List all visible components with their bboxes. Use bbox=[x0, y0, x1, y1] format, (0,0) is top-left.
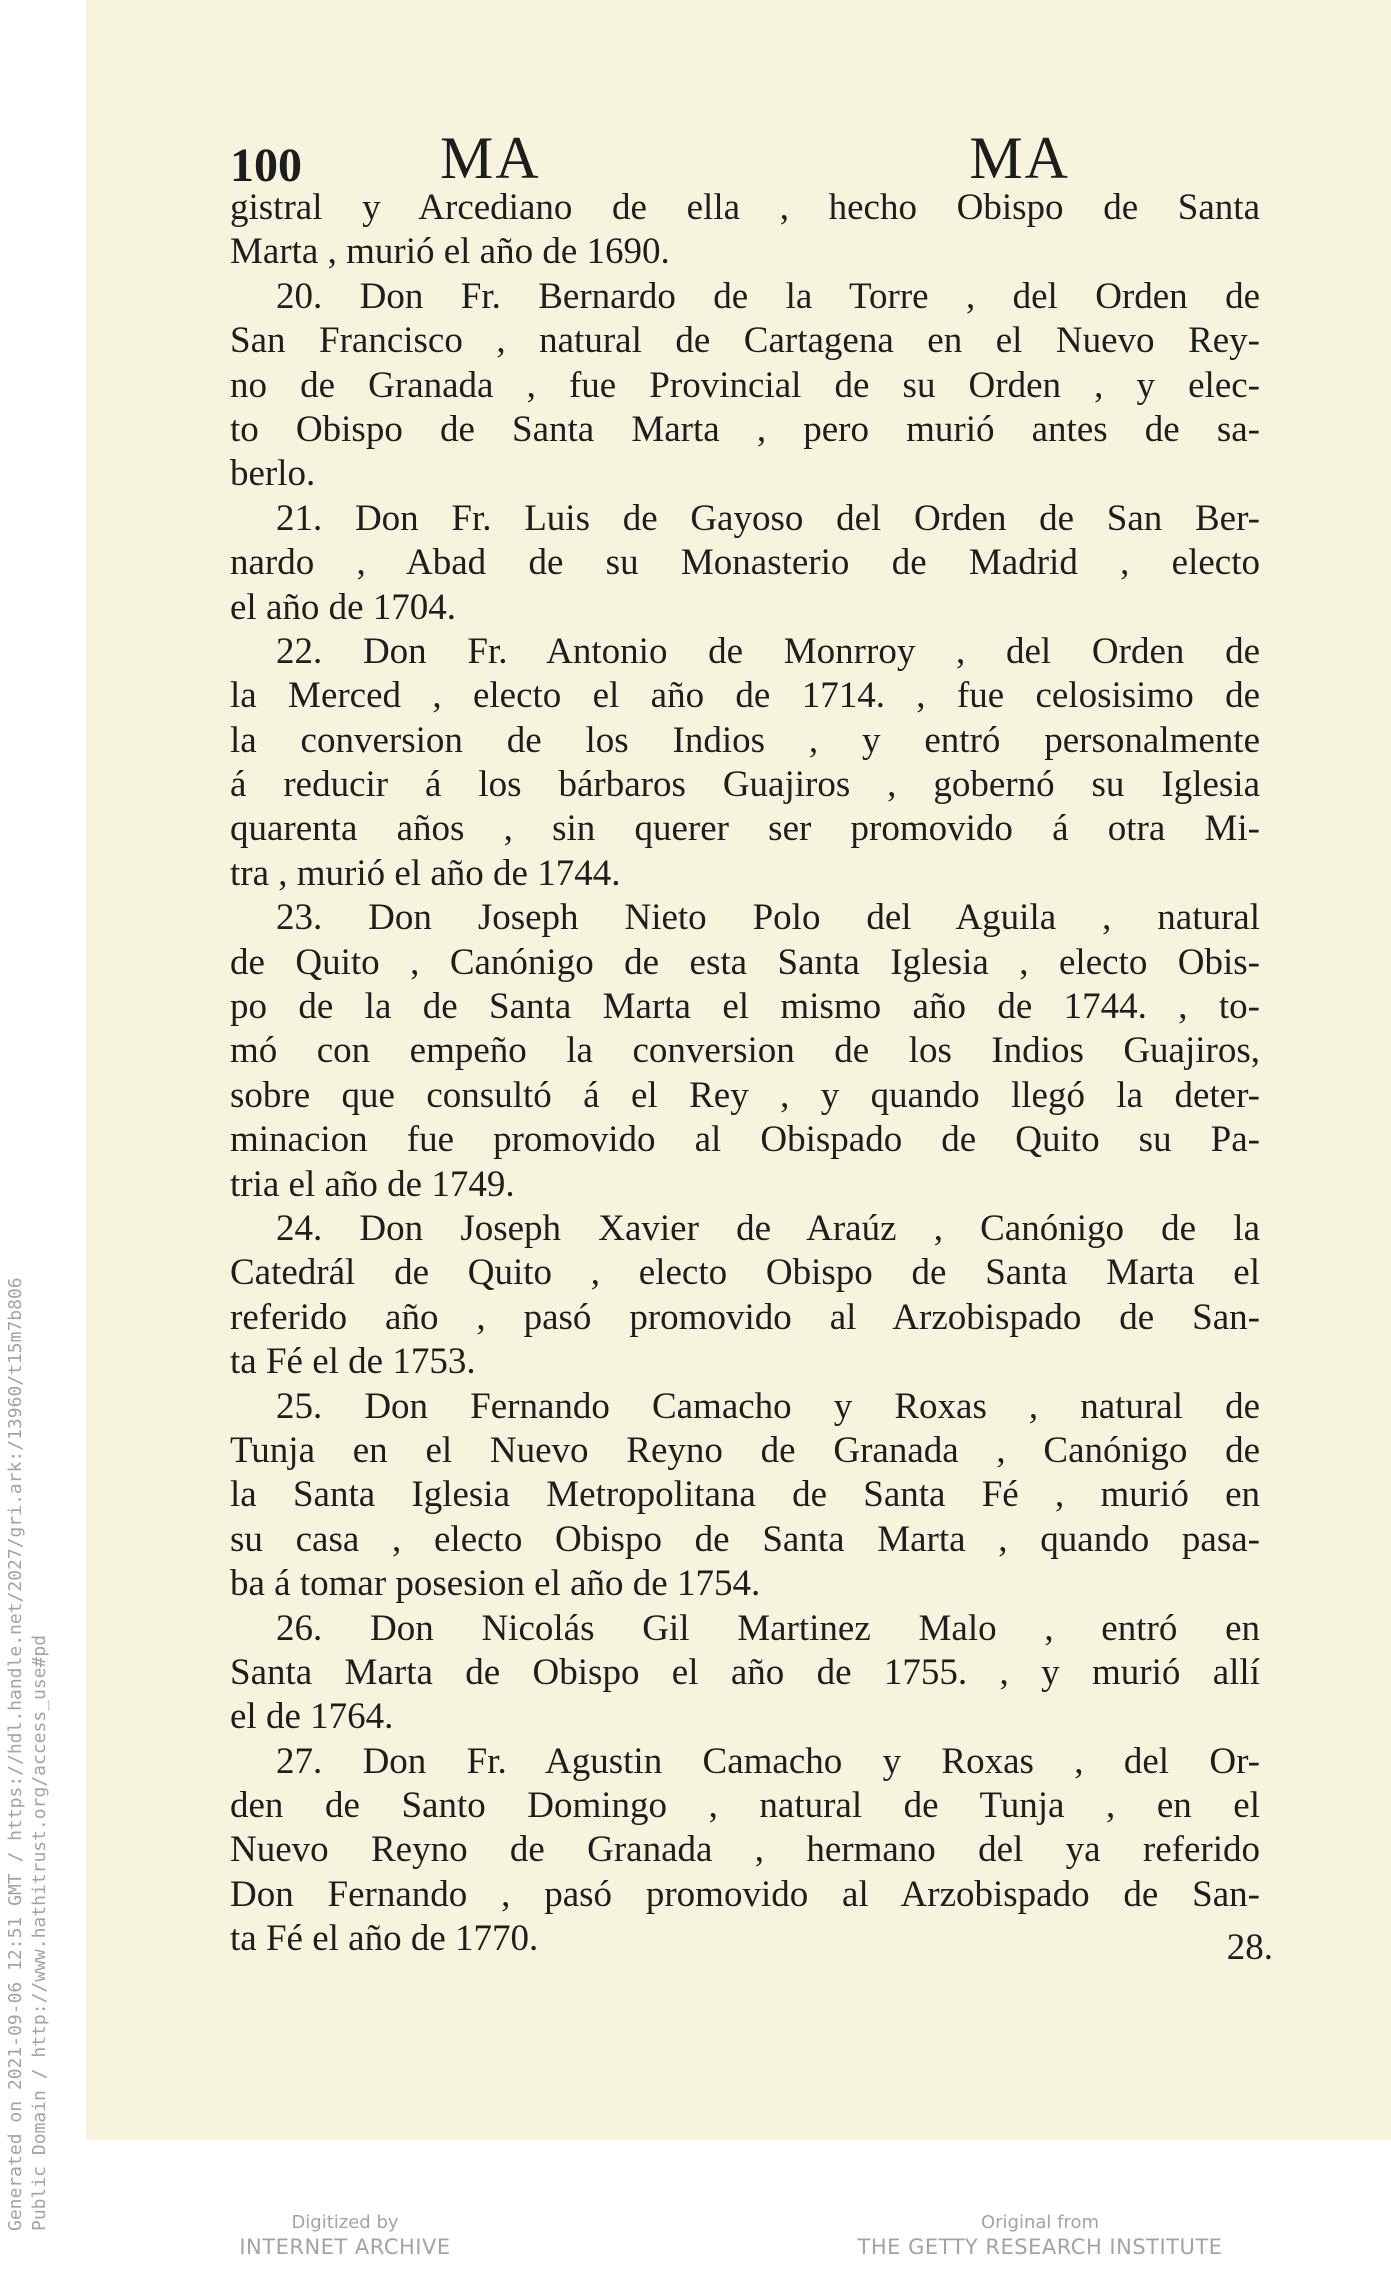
text-line: to Obispo de Santa Marta , pero murió antes de sa- bbox=[230, 408, 1260, 450]
text-line: Marta , murió el año de 1690. bbox=[230, 231, 670, 273]
text-line: 27. Don Fr. Agustin Camacho y Roxas , del Or- bbox=[276, 1740, 1260, 1782]
text-line: la Santa Iglesia Metropolitana de Santa Fé , murió en bbox=[230, 1474, 1260, 1516]
text-line: Nuevo Reyno de Granada , hermano del ya referido bbox=[230, 1829, 1260, 1871]
digitized-by-label: Digitized by bbox=[291, 2212, 399, 2233]
text-line: den de Santo Domingo , natural de Tunja , en el bbox=[230, 1785, 1260, 1827]
digitized-by-credit bbox=[235, 2212, 455, 2260]
text-line: Catedrál de Quito , electo Obispo de Santa Marta el bbox=[230, 1252, 1260, 1294]
text-line: po de la de Santa Marta el mismo año de 1744. , to- bbox=[230, 986, 1260, 1028]
text-line: Don Fernando , pasó promovido al Arzobispado de San- bbox=[230, 1873, 1260, 1915]
text-line: mó con empeño la conversion de los Indios Guajiros, bbox=[230, 1030, 1260, 1072]
text-line: ta Fé el de 1753. bbox=[230, 1341, 476, 1383]
text-line: 22. Don Fr. Antonio de Monrroy , del Orden de bbox=[276, 630, 1260, 672]
original-from-credit bbox=[855, 2212, 1225, 2260]
body-text bbox=[230, 186, 1260, 1962]
text-line: tria el año de 1749. bbox=[230, 1163, 515, 1205]
text-line: 26. Don Nicolás Gil Martinez Malo , entró en bbox=[276, 1607, 1260, 1649]
text-line: á reducir á los bárbaros Guajiros , gobernó su Iglesia bbox=[230, 764, 1260, 806]
text-line: 21. Don Fr. Luis de Gayoso del Orden de San Ber- bbox=[276, 497, 1260, 539]
text-line: el de 1764. bbox=[230, 1696, 394, 1738]
getty-institute-label: THE GETTY RESEARCH INSTITUTE bbox=[857, 2235, 1223, 2259]
text-line: quarenta años , sin querer ser promovido á otra Mi- bbox=[230, 808, 1260, 850]
text-line: tra , murió el año de 1744. bbox=[230, 852, 621, 894]
text-line: minacion fue promovido al Obispado de Quito su Pa- bbox=[230, 1119, 1260, 1161]
text-line: el año de 1704. bbox=[230, 586, 457, 628]
text-line: 24. Don Joseph Xavier de Araúz , Canónigo de la bbox=[276, 1207, 1260, 1249]
text-line: ba á tomar posesion el año de 1754. bbox=[230, 1563, 761, 1605]
text-line: ta Fé el año de 1770. bbox=[230, 1918, 539, 1960]
text-line: 20. Don Fr. Bernardo de la Torre , del Orden de bbox=[276, 275, 1260, 317]
running-head-left-key: MA bbox=[440, 125, 541, 191]
text-line: 23. Don Joseph Nieto Polo del Aguila , natural bbox=[276, 897, 1260, 939]
page-number: 100 bbox=[230, 139, 302, 192]
text-line: de Quito , Canónigo de esta Santa Iglesia , electo Obis- bbox=[230, 941, 1260, 983]
text-line: sobre que consultó á el Rey , y quando llegó la deter- bbox=[230, 1074, 1260, 1116]
text-line: San Francisco , natural de Cartagena en el Nuevo Rey- bbox=[230, 320, 1260, 362]
hathitrust-margin-stamp bbox=[4, 1111, 64, 2231]
text-line: gistral y Arcediano de ella , hecho Obispo de Santa bbox=[230, 187, 1260, 228]
text-line: Tunja en el Nuevo Reyno de Granada , Canónigo de bbox=[230, 1429, 1260, 1471]
text-line: no de Granada , fue Provincial de su Orden , y elec- bbox=[230, 364, 1260, 406]
catchword: 28. bbox=[1226, 1927, 1273, 1968]
text-line: referido año , pasó promovido al Arzobispado de San- bbox=[230, 1296, 1260, 1338]
text-line: 25. Don Fernando Camacho y Roxas , natural de bbox=[276, 1385, 1260, 1427]
internet-archive-label: INTERNET ARCHIVE bbox=[239, 2235, 451, 2259]
margin-stamp-text bbox=[4, 1277, 52, 2231]
text-line: nardo , Abad de su Monasterio de Madrid , electo bbox=[230, 542, 1260, 584]
text-line: Santa Marta de Obispo el año de 1755. , y murió allí bbox=[230, 1651, 1260, 1693]
original-from-label: Original from bbox=[980, 2212, 1100, 2233]
text-line: su casa , electo Obispo de Santa Marta , quando pasa- bbox=[230, 1518, 1260, 1560]
running-head-right-key: MA bbox=[969, 125, 1070, 191]
text-line: la conversion de los Indios , y entró personalmente bbox=[230, 719, 1260, 761]
text-line: la Merced , electo el año de 1714. , fue celosisimo de bbox=[230, 675, 1260, 717]
margin-stamp-line-1: Generated on 2021-09-06 12:51 GMT / https://hdl.handle.net/2027/gri.ark:/13960/t15m7b806 bbox=[5, 1277, 26, 2231]
margin-stamp-line-2: Public Domain / http://www.hathitrust.org/access_use#pd bbox=[29, 1634, 50, 2231]
text-line: berlo. bbox=[230, 453, 316, 495]
